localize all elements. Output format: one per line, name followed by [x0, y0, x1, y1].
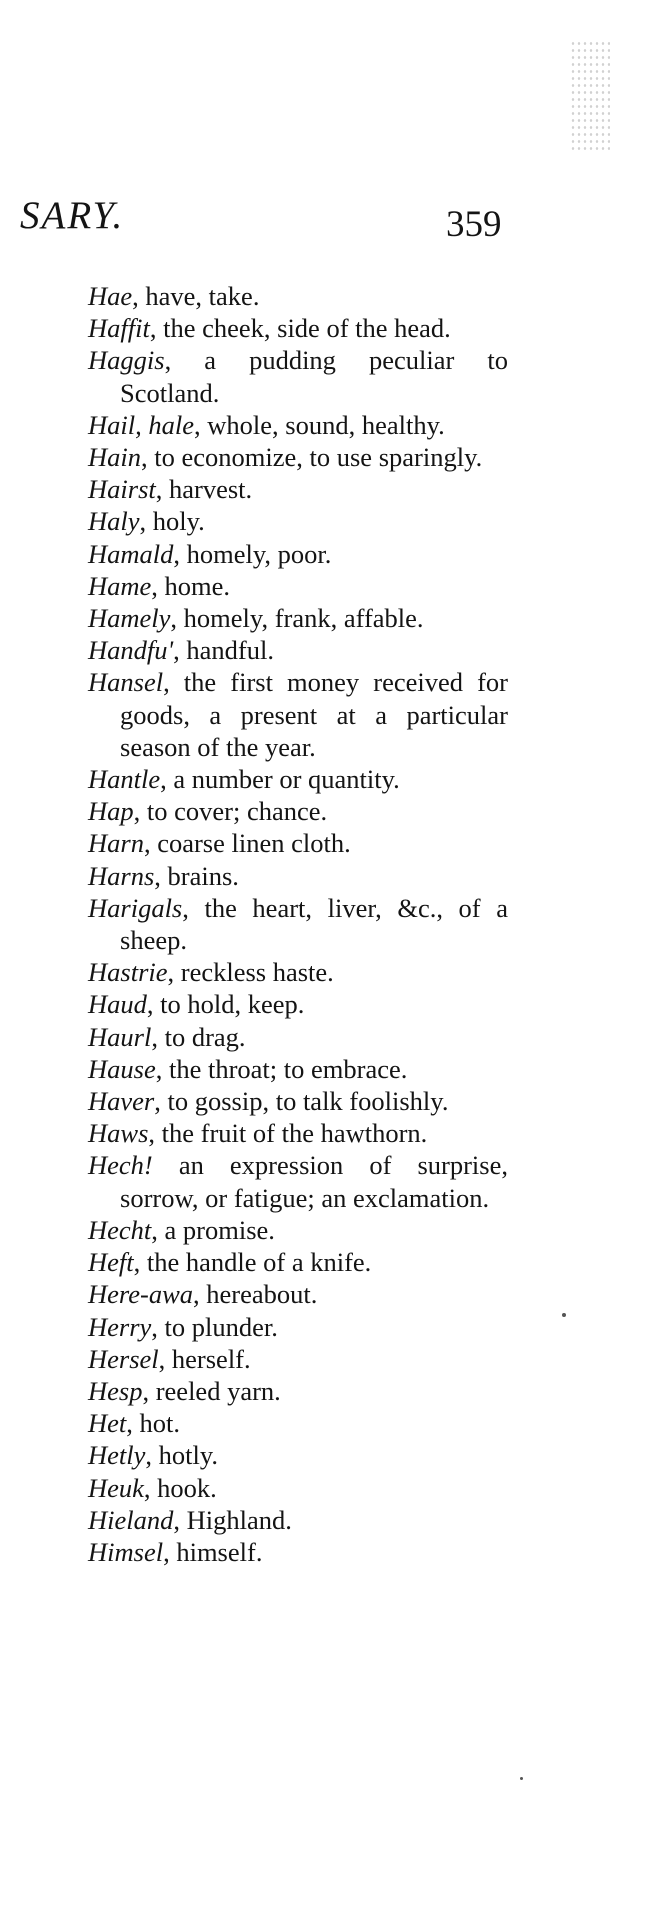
glossary-entry: [88, 1472, 508, 1504]
headword: Hersel: [88, 1343, 159, 1374]
glossary-entry: [88, 344, 508, 408]
definition: , homely, frank, affable.: [170, 603, 424, 634]
glossary-entry: [88, 666, 508, 763]
headword: Harigals: [88, 892, 183, 923]
glossary-entry: [88, 602, 508, 634]
definition: , hotly.: [145, 1440, 219, 1471]
headword: Hame: [88, 570, 152, 601]
headword: Haurl: [88, 1021, 152, 1052]
glossary-entry: [88, 827, 508, 859]
headword: Hieland: [88, 1504, 174, 1535]
headword: Hetly: [88, 1440, 146, 1471]
definition: , brains.: [154, 860, 239, 891]
ink-speck: [520, 1777, 523, 1780]
glossary-entry: [88, 1439, 508, 1471]
definition: an expression of surprise, sorrow, or fatigue; an exclamation.: [120, 1150, 508, 1213]
definition: , the fruit of the hawthorn.: [148, 1118, 428, 1149]
headword: Hamald: [88, 538, 174, 569]
definition: , herself.: [158, 1343, 251, 1374]
glossary-entry: [88, 634, 508, 666]
definition: , to economize, to use sparingly.: [141, 442, 483, 473]
glossary-entry: [88, 956, 508, 988]
definition: , to cover; chance.: [133, 796, 328, 827]
definition: , the heart, liver, &c., of a sheep.: [120, 892, 508, 956]
headword: Haffit: [88, 313, 150, 344]
glossary-entry: [88, 1117, 508, 1149]
glossary-entry: [88, 1407, 508, 1439]
glossary-entry: [88, 763, 508, 795]
definition: , a promise.: [151, 1214, 275, 1245]
headword: Haver: [88, 1086, 155, 1117]
definition: , coarse linen cloth.: [143, 828, 351, 859]
definition: , reeled yarn.: [142, 1375, 281, 1406]
definition: , a pudding peculiar to Scotland.: [120, 345, 508, 408]
definition: , himself.: [163, 1536, 263, 1567]
glossary-entry: [88, 1343, 508, 1375]
definition: , the handle of a knife.: [133, 1247, 372, 1278]
headword: Hesp: [88, 1375, 143, 1406]
definition: , hereabout.: [193, 1279, 318, 1310]
glossary-entry: [88, 1246, 508, 1278]
definition: , a number or quantity.: [160, 764, 400, 795]
headword: Hause: [88, 1053, 156, 1084]
definition: , handful.: [173, 635, 274, 666]
definition: , to plunder.: [151, 1311, 278, 1342]
headword: Hap: [88, 796, 134, 827]
headword: Hecht: [88, 1214, 152, 1245]
definition: , Highland.: [173, 1504, 292, 1535]
definition: , harvest.: [155, 474, 253, 505]
glossary-entry: [88, 795, 508, 827]
headword: Haws: [88, 1118, 149, 1149]
glossary-entry: [88, 1149, 508, 1213]
headword: Harns: [88, 860, 155, 891]
glossary-entry: [88, 1085, 508, 1117]
definition: , the first money received for goods, a present at a particular season of the year.: [120, 667, 508, 762]
definition: , to gossip, to talk foolishly.: [154, 1086, 449, 1117]
page-number: 359: [446, 204, 502, 245]
glossary-entry: [88, 1311, 508, 1343]
headword: Hech!: [88, 1150, 153, 1181]
glossary-entry: [88, 1504, 508, 1536]
page-header: [0, 0, 660, 260]
headword: Hamely: [88, 603, 171, 634]
headword: Hairst: [88, 474, 156, 505]
definition: , whole, sound, healthy.: [194, 409, 445, 440]
glossary-entry: [88, 280, 508, 312]
glossary-entry: [88, 1375, 508, 1407]
glossary-entry: [88, 892, 508, 956]
glossary-list: [88, 280, 508, 1568]
headword: Haud: [88, 989, 147, 1020]
headword: Haggis: [88, 345, 165, 376]
glossary-entry: [88, 409, 508, 441]
glossary-entry: [88, 473, 508, 505]
headword: Himsel: [88, 1536, 164, 1567]
definition: , homely, poor.: [173, 538, 332, 569]
definition: , have, take.: [132, 281, 260, 311]
glossary-entry: [88, 312, 508, 344]
headword: Here-awa: [88, 1279, 193, 1310]
definition: , to drag.: [151, 1021, 246, 1052]
headword: Herry: [88, 1311, 152, 1342]
definition: , hot.: [126, 1408, 181, 1439]
headword: Handfu': [88, 635, 174, 666]
definition: , hook.: [143, 1472, 217, 1503]
glossary-entry: [88, 988, 508, 1020]
glossary-entry: [88, 570, 508, 602]
headword: Hae: [88, 281, 133, 311]
definition: , reckless haste.: [167, 957, 334, 988]
headword: Hastrie: [88, 957, 168, 988]
glossary-entry: [88, 1536, 508, 1568]
glossary-entry: [88, 1214, 508, 1246]
glossary-entry: [88, 1053, 508, 1085]
definition: , home.: [151, 570, 231, 601]
running-head: SARY.: [20, 194, 125, 237]
definition: , holy.: [139, 506, 205, 537]
headword: Hail, hale: [88, 409, 194, 440]
definition: , the throat; to embrace.: [155, 1053, 408, 1084]
glossary-entry: [88, 538, 508, 570]
headword: Haly: [88, 506, 140, 537]
headword: Hantle: [88, 764, 161, 795]
ink-speck: [562, 1313, 566, 1317]
headword: Het: [88, 1408, 127, 1439]
glossary-entry: [88, 1278, 508, 1310]
margin-speckle: [570, 40, 610, 150]
definition: , the cheek, side of the head.: [149, 313, 451, 344]
glossary-entry: [88, 505, 508, 537]
headword: Harn: [88, 828, 144, 859]
glossary-entry: [88, 441, 508, 473]
definition: , to hold, keep.: [146, 989, 305, 1020]
headword: Hansel: [88, 667, 164, 698]
headword: Heuk: [88, 1472, 144, 1503]
headword: Hain: [88, 442, 141, 473]
glossary-entry: [88, 1021, 508, 1053]
headword: Heft: [88, 1247, 134, 1278]
glossary-entry: [88, 860, 508, 892]
